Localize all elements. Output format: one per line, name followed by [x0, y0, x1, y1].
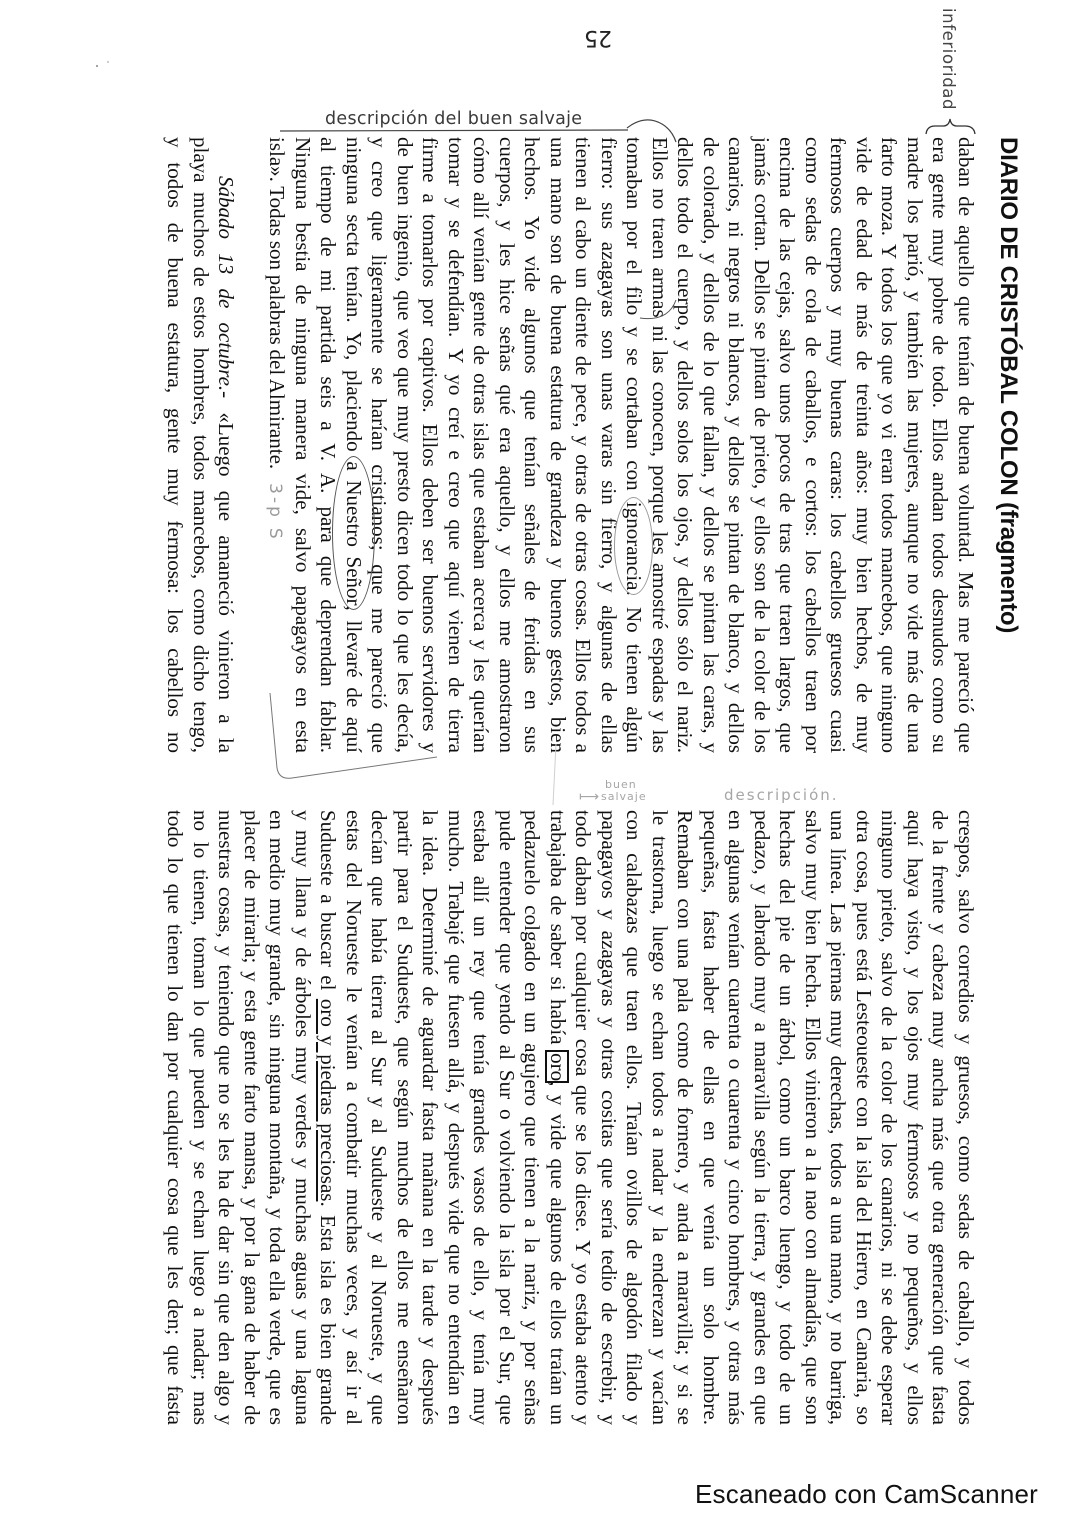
text-line: pude entender que yendo al Sur o volviendo la isla por el Sur, que: [495, 810, 519, 1425]
text-line: decían que había tierra al Sur y al Sudueste y al Norueste, y que: [367, 810, 392, 1425]
text-segment: , llevaré de aquí: [342, 605, 366, 753]
text-line: era gente muy pobre de todo. Ellos andan todos desnudos como su: [928, 137, 953, 753]
underlined-phrase: oro y piedras preciosas: [316, 998, 341, 1202]
heading-underline-mark: [280, 130, 628, 131]
text-line: farto moza. Y todos los que yo vi eran todos mancebos, que ninguno: [877, 137, 902, 753]
pencil-note-line-2: salvaje: [601, 790, 647, 803]
text-line: estaba allí un rey que tenía grandes vasos de ello, y tenía muy: [469, 810, 494, 1425]
handwritten-note-buen-salvaje: descripción del buen salvaje: [325, 109, 583, 129]
text-line: con calabazas que traen ellos. Traían ovillos de algodón filado y: [622, 810, 647, 1425]
text-line: tomar y se defendían. Y yo creí e creo que aquí vienen de tierra: [444, 137, 468, 753]
text-line: estas del Norueste le venían a combatir muchas veces, y así ir al: [342, 810, 366, 1425]
text-segment: . No tienen algún: [622, 590, 647, 753]
text-line: Ninguna bestia de ninguna manera vide, salvo papagayos en esta: [291, 137, 315, 753]
text-line: de buen ingenio, que veo que muy presto dicen todo lo que les decía,: [393, 137, 417, 753]
text-line: en medio muy grande, sin ninguna montaña, y toda ella verde, que es: [265, 810, 290, 1425]
text-line: papagayos y azagayas y otras cositas que sería tedio de escrebir, y: [597, 810, 621, 1425]
text-line: de la frente y cabeza muy ancha más que otra generación que fasta: [928, 810, 953, 1425]
text-line: y creo que ligeramente se harían cristianos; que me pareció que: [367, 137, 392, 753]
text-segment: trabajaba de saber si había: [546, 810, 570, 1054]
text-segment: , y vide que algunos de ellos traían un: [546, 1081, 570, 1425]
text-line: no lo tienen, toman lo que pueden y se echan luego a nadar; mas: [189, 810, 213, 1425]
text-line: cuerpos, y les hice señas qué era aquello, y ellos me amostraron: [495, 137, 519, 753]
text-line: crespos, salvo corredios y gruesos, como sedas de caballo, y todos: [954, 810, 978, 1425]
handwritten-note-inferioridad: inferioridad: [939, 8, 958, 111]
arrow-icon: ⟼: [579, 789, 600, 805]
text-line: encima de las cejas, salvo unos pocos de tras que traen largos, que: [775, 137, 800, 753]
text-line: playa muchos de estos hombres, todos mancebos, como dicho tengo,: [189, 137, 213, 753]
text-segment: ninguna secta tenían. Yo, placiendo: [342, 137, 366, 462]
date-heading: Sábado 13 de octubre.-: [214, 176, 239, 399]
text-line: fierro: sus azagayas son unas varas sin fierro, y algunas de ellas: [597, 137, 621, 753]
text-line: pedazo, y labrado muy a maravilla según la tierra, y grandes en que: [750, 810, 774, 1425]
boxed-word-oro: oro: [546, 1053, 570, 1082]
circled-phrase-nuestro-senor: a Nuestro Señor: [342, 461, 366, 606]
text-line: pedazuelo colgado en un agujero que tienen a la nariz, y por señas: [520, 810, 545, 1425]
text-line: Remaban con una pala como de fornero, y anda a maravilla; y si se: [673, 810, 698, 1425]
text-line: Ellos no traen armas ni las conocen, porque les amostré espadas y las: [648, 137, 672, 753]
text-line: y todos de buena estatura, gente muy fermosa: los cabellos no: [163, 137, 188, 753]
text-line: tienen al cabo un diente de pece, y otras de otras cosas. Ellos todos a: [571, 137, 596, 753]
bracket-mark: [640, 300, 676, 319]
text-line: canarios, ni negros ni blancos, y dellos se pintan de blanco, y dellos: [724, 137, 749, 753]
text-line: aquí haya visto, y los ojos muy fermosos y no pequeños, y ellos: [903, 810, 927, 1425]
text-line: en algunas venían cuarenta o cuarenta y cinco hombres, y otras más: [724, 810, 749, 1425]
text-line: de colorado, y dellos de lo que fallan, y dellos se pintan las caras, y: [699, 137, 723, 753]
text-line: daban de aquello que tenían de buena voluntad. Mas me pareció que: [954, 137, 978, 753]
text-segment: isla». Todas son palabras del Almirante.: [265, 137, 290, 470]
text-line: le trastorna, luego se echan todos a nadar y la enderezan y vacían: [648, 810, 672, 1425]
text-line: todo lo que tienen lo dan por cualquier cosa que les den; que fasta: [163, 810, 188, 1425]
text-line: hechos. Yo vide algunos que tenían señales de feridas en sus: [520, 137, 545, 753]
camscanner-watermark: Escaneado con CamScanner: [695, 1479, 1039, 1509]
text-segment: tomaban por el filo y se cortaban con: [622, 137, 647, 502]
text-segment: «Luego que amaneció vinieron a la: [214, 398, 239, 754]
text-line: pequeñas, fasta haber de ellas en que venía un solo hombre.: [699, 810, 723, 1425]
text-line: una línea. Las piernas muy derechas, todos a una mano, y no barriga,: [826, 810, 851, 1425]
page-number: 25: [584, 25, 612, 50]
scan-speck: [107, 61, 109, 63]
curved-pointer-mark: [627, 120, 676, 142]
text-line: cómo allí venían gente de otras islas que estaban acerca y les querían: [469, 137, 494, 753]
text-line: firme a tomarlos por captivos. Ellos deben ser buenos servidores y: [418, 137, 443, 753]
text-line: al tiempo de mi partida seis a V. A. para que deprendan fablar.: [316, 137, 341, 753]
scan-speck: [96, 65, 98, 67]
text-line: mucho. Trabajé que fuesen allá, y después vide que no entendían en: [444, 810, 468, 1425]
text-line: salvo muy bien hecha. Ellos vinieron a la nao con almadías, que son: [801, 810, 825, 1425]
margin-bracket-mark: [270, 693, 437, 778]
document-title: DIARIO DE CRISTÓBAL COLON (fragmento): [995, 137, 1022, 634]
text-line: jamás cortan. Dellos se pintan de prieto, y ellos son de la color de los: [750, 137, 774, 753]
text-line: placer de mirarla; y esta gente farto mansa, y por la gana de haber de: [240, 810, 264, 1425]
text-line: fermosos cuerpos y muy buenas caras: los cabellos gruesos cuasi: [826, 137, 851, 753]
text-line: hechas del pie de un árbol, como un barco luengo, y todo de un: [775, 810, 800, 1425]
pencil-note-line-1: buen: [605, 778, 637, 791]
text-segment: . Esta isla es bien grande: [316, 1201, 341, 1425]
text-line: nuestras cosas, y teniendo que no se les ha de dar sin que den algo y: [214, 810, 239, 1425]
pencil-note-page-ref: 3-p S: [265, 483, 286, 542]
faint-pencil-mark: [553, 744, 556, 805]
text-line: dellos todo el cuerpo, y dellos solos los ojos, y dellos sólo el nariz.: [673, 137, 698, 753]
circled-word-ignorancia: ignorancia: [622, 501, 647, 591]
text-line: todo daban por cualquier cosa que se los diese. Y yo estaba atento y: [571, 810, 596, 1425]
text-line: otra cosa, pues está Lesteoueste con la isla del Hierro, en Canaria, so: [852, 810, 876, 1425]
text-line: una mano son de buena estatura de grandeza y buenos gestos, bien: [546, 137, 570, 753]
pencil-note-descripcion: descripción.: [724, 786, 839, 804]
text-line: madre los parió, y también las mujeres, aunque no vide más de una: [903, 137, 927, 753]
text-line: vide de edad de más de treinta años: muy bien hechos, de muy: [852, 137, 876, 753]
text-segment: Sudueste a buscar el: [316, 810, 341, 999]
text-line: como sedas de cola de caballos, e cortos: los cabellos traen por: [801, 137, 825, 753]
text-line: ninguno prieto, salvo de la color de los canarios, ni se debe esperar: [877, 810, 902, 1425]
text-line: partir para el Sudueste, que según muchos de ellos me enseñaron: [393, 810, 417, 1425]
text-line: la idea. Determiné de aguardar fasta mañana en la tarde y después: [418, 810, 443, 1425]
text-line: y muy llana y de árboles muy verdes y muchas aguas y una laguna: [291, 810, 315, 1425]
